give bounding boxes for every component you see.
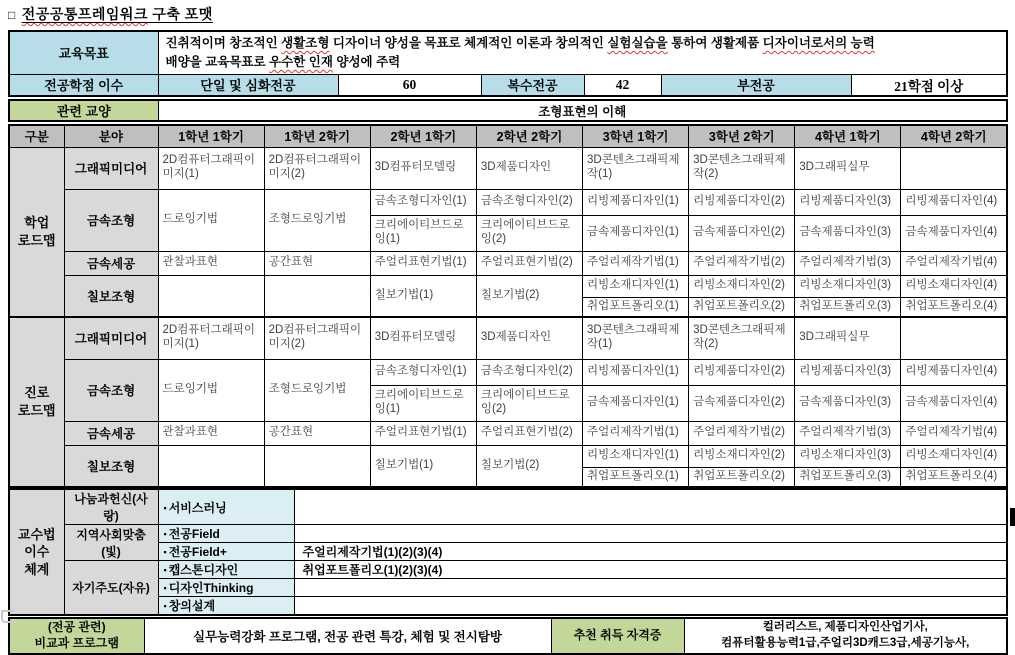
course-cell: 2D컴퓨터그래픽이미지(2) <box>264 317 370 359</box>
course-cell: 리빙제품디자인(2) <box>689 359 795 385</box>
course-cell: 리빙소재디자인(4) <box>901 275 1007 297</box>
course-cell: 크리에이티브드로잉(1) <box>370 385 476 421</box>
method-value: 취업포트폴리오(1)(2)(3)(4) <box>294 561 1007 579</box>
method-major-field: ▪ 전공Field <box>158 525 294 543</box>
liberal-arts-table <box>8 99 1008 122</box>
course-cell: 3D제품디자인 <box>476 147 582 189</box>
table-row <box>9 579 1007 597</box>
table-row <box>9 189 1007 215</box>
category-cloisonne: 칠보조형 <box>64 445 158 487</box>
header-sem-4-1: 4학년 1학기 <box>795 125 901 147</box>
header-sem-3-1: 3학년 1학기 <box>583 125 689 147</box>
course-cell: 금속제품디자인(2) <box>689 385 795 421</box>
course-cell: 금속제품디자인(4) <box>901 215 1007 251</box>
course-cell: 조형드로잉기법 <box>264 359 370 421</box>
course-cell: 칠보기법(1) <box>370 445 476 487</box>
category-graphic-media: 그래픽미디어 <box>64 317 158 359</box>
edu-goal-label: 교육목표 <box>9 31 158 74</box>
course-cell: 리빙제품디자인(4) <box>901 189 1007 215</box>
course-cell <box>264 275 370 317</box>
course-cell: 주얼리표현기법(1) <box>370 251 476 275</box>
course-cell: 주얼리제작기법(2) <box>689 251 795 275</box>
course-cell: 2D컴퓨터그래픽이미지(1) <box>158 147 264 189</box>
course-cell: 리빙소재디자인(3) <box>795 445 901 467</box>
square-bullet-icon: ▪ <box>163 502 167 513</box>
course-cell: 3D콘텐츠그래픽제작(1) <box>583 147 689 189</box>
course-cell: 취업포트폴리오(1) <box>583 297 689 317</box>
double-major-label: 복수전공 <box>481 74 584 96</box>
credits-label: 전공학점 이수 <box>9 74 158 96</box>
section-label-academic: 학업 로드맵 <box>9 147 64 317</box>
course-cell <box>158 445 264 487</box>
table-row <box>9 147 1007 189</box>
group-community-fit: 지역사회맞춤(빛) <box>64 525 158 561</box>
extracurricular-programs: 실무능력강화 프로그램, 전공 관련 특강, 체험 및 전시탐방 <box>144 618 551 654</box>
square-bullet-icon: □ <box>8 8 16 22</box>
table-row <box>9 100 1007 121</box>
single-major-label: 단일 및 심화전공 <box>158 74 338 96</box>
table-row <box>9 525 1007 543</box>
course-cell: 리빙제품디자인(1) <box>583 189 689 215</box>
recommended-certs-label: 추천 취득 자격증 <box>551 618 684 654</box>
course-cell: 취업포트폴리오(1) <box>583 467 689 487</box>
table-row <box>9 31 1007 74</box>
course-cell: 드로잉기법 <box>158 359 264 421</box>
square-bullet-icon: ▪ <box>163 583 167 593</box>
table-row <box>9 618 1007 654</box>
category-cloisonne: 칠보조형 <box>64 275 158 317</box>
category-metal-forming: 금속조형 <box>64 189 158 251</box>
header-sem-1-2: 1학년 2학기 <box>264 125 370 147</box>
square-bullet-icon: ▪ <box>163 529 167 539</box>
method-service-learning: ▪ 서비스러닝 <box>158 489 294 525</box>
course-cell: 리빙소재디자인(4) <box>901 445 1007 467</box>
course-cell: 주얼리제작기법(3) <box>795 421 901 445</box>
edge-mark <box>1010 508 1015 526</box>
document-page <box>8 3 1008 655</box>
teaching-method-label: 교수법 이수 체계 <box>9 489 64 615</box>
course-cell: 주얼리제작기법(3) <box>795 251 901 275</box>
square-bullet-icon: ▪ <box>163 601 167 611</box>
course-cell: 주얼리제작기법(1) <box>583 421 689 445</box>
course-cell: 취업포트폴리오(3) <box>795 297 901 317</box>
course-cell: 관찰과표현 <box>158 251 264 275</box>
course-cell: 3D콘텐츠그래픽제작(2) <box>689 317 795 359</box>
course-cell: 취업포트폴리오(4) <box>901 467 1007 487</box>
course-cell: 금속조형디자인(1) <box>370 359 476 385</box>
course-cell: 칠보기법(1) <box>370 275 476 317</box>
course-cell: 주얼리제작기법(2) <box>689 421 795 445</box>
header-field: 분야 <box>64 125 158 147</box>
course-cell: 공간표현 <box>264 251 370 275</box>
square-bullet-icon: ▪ <box>163 565 167 575</box>
course-cell: 주얼리제작기법(4) <box>901 251 1007 275</box>
minor-credits: 21학점 이상 <box>851 74 1007 96</box>
course-cell: 3D콘텐츠그래픽제작(1) <box>583 317 689 359</box>
double-major-credits: 42 <box>584 74 661 96</box>
table-row <box>9 359 1007 385</box>
extracurricular-label: (전공 관련) 비교과 프로그램 <box>9 618 144 654</box>
group-self-directed: 자기주도(자유) <box>64 561 158 616</box>
course-cell: 크리에이티브드로잉(2) <box>476 385 582 421</box>
course-cell: 취업포트폴리오(2) <box>689 467 795 487</box>
header-sem-3-2: 3학년 2학기 <box>689 125 795 147</box>
section-label-career: 진로 로드맵 <box>9 317 64 487</box>
course-cell: 리빙소재디자인(2) <box>689 445 795 467</box>
table-row <box>9 597 1007 616</box>
course-cell <box>901 317 1007 359</box>
method-value <box>294 597 1007 616</box>
course-cell: 2D컴퓨터그래픽이미지(2) <box>264 147 370 189</box>
course-cell: 3D콘텐츠그래픽제작(2) <box>689 147 795 189</box>
corner-fragment <box>1 610 14 623</box>
course-cell: 금속제품디자인(4) <box>901 385 1007 421</box>
table-row <box>9 275 1007 297</box>
course-cell: 2D컴퓨터그래픽이미지(1) <box>158 317 264 359</box>
method-design-thinking: ▪ 디자인Thinking <box>158 579 294 597</box>
method-capstone-design: ▪ 캡스톤디자인 <box>158 561 294 579</box>
table-row <box>9 421 1007 445</box>
course-cell: 리빙제품디자인(3) <box>795 359 901 385</box>
course-cell: 3D컴퓨터모델링 <box>370 147 476 189</box>
course-cell: 크리에이티브드로잉(2) <box>476 215 582 251</box>
table-row <box>9 251 1007 275</box>
course-cell: 금속조형디자인(2) <box>476 359 582 385</box>
group-sharing-devotion: 나눔과헌신(사랑) <box>64 489 158 525</box>
course-cell: 주얼리표현기법(2) <box>476 421 582 445</box>
goal-credits-table <box>8 30 1008 97</box>
course-cell <box>901 147 1007 189</box>
header-gubun: 구분 <box>9 125 64 147</box>
course-cell <box>158 275 264 317</box>
course-cell: 금속제품디자인(3) <box>795 215 901 251</box>
method-value: 주얼리제작기법(1)(2)(3)(4) <box>294 543 1007 561</box>
square-bullet-icon: ▪ <box>163 547 167 557</box>
course-cell: 금속조형디자인(1) <box>370 189 476 215</box>
category-metal-craft: 금속세공 <box>64 421 158 445</box>
course-cell: 금속제품디자인(3) <box>795 385 901 421</box>
course-cell: 금속조형디자인(2) <box>476 189 582 215</box>
page-title <box>8 4 1008 24</box>
method-value <box>294 579 1007 597</box>
header-sem-2-1: 2학년 1학기 <box>370 125 476 147</box>
course-cell: 칠보기법(2) <box>476 445 582 487</box>
table-row <box>9 561 1007 579</box>
course-cell: 주얼리표현기법(1) <box>370 421 476 445</box>
method-value <box>294 489 1007 525</box>
course-cell: 리빙소재디자인(1) <box>583 445 689 467</box>
table-row <box>9 543 1007 561</box>
course-cell: 주얼리제작기법(1) <box>583 251 689 275</box>
table-row <box>9 489 1007 525</box>
category-metal-forming: 금속조형 <box>64 359 158 421</box>
header-sem-4-2: 4학년 2학기 <box>901 125 1007 147</box>
table-row <box>9 317 1007 359</box>
table-row <box>9 74 1007 96</box>
course-cell: 리빙소재디자인(1) <box>583 275 689 297</box>
title-text: 구축 포맷 <box>147 6 213 22</box>
category-metal-craft: 금속세공 <box>64 251 158 275</box>
course-cell: 주얼리제작기법(4) <box>901 421 1007 445</box>
course-cell: 3D그래픽실무 <box>795 317 901 359</box>
course-cell: 3D그래픽실무 <box>795 147 901 189</box>
course-cell: 드로잉기법 <box>158 189 264 251</box>
header-sem-2-2: 2학년 2학기 <box>476 125 582 147</box>
course-cell: 리빙제품디자인(4) <box>901 359 1007 385</box>
course-cell: 리빙제품디자인(1) <box>583 359 689 385</box>
liberal-arts-label: 관련 교양 <box>9 100 158 121</box>
course-cell: 취업포트폴리오(4) <box>901 297 1007 317</box>
course-cell: 관찰과표현 <box>158 421 264 445</box>
course-cell: 칠보기법(2) <box>476 275 582 317</box>
course-cell: 리빙제품디자인(2) <box>689 189 795 215</box>
course-cell: 취업포트폴리오(3) <box>795 467 901 487</box>
course-cell <box>264 445 370 487</box>
category-graphic-media: 그래픽미디어 <box>64 147 158 189</box>
title-text: 전공공통프레임워크 <box>21 6 148 22</box>
course-cell: 금속제품디자인(2) <box>689 215 795 251</box>
course-cell: 금속제품디자인(1) <box>583 385 689 421</box>
liberal-arts-value: 조형표현의 이해 <box>158 100 1007 121</box>
table-row <box>9 445 1007 467</box>
minor-label: 부전공 <box>661 74 851 96</box>
course-cell: 리빙소재디자인(3) <box>795 275 901 297</box>
course-cell: 금속제품디자인(1) <box>583 215 689 251</box>
single-major-credits: 60 <box>338 74 481 96</box>
course-cell: 3D제품디자인 <box>476 317 582 359</box>
roadmap-header-row <box>9 125 1007 147</box>
course-cell: 취업포트폴리오(2) <box>689 297 795 317</box>
method-creative-design: ▪ 창의설계 <box>158 597 294 616</box>
edu-goal-text: 진취적이며 창조적인 생활조형 디자이너 양성을 목표로 체계적인 이론과 창의적인 실험실습을 통하여 생활제품 디자이너로서의 능력 배양을 교육목표로 우수한 인재 양성에 주력 <box>158 31 1007 74</box>
course-cell: 3D컴퓨터모델링 <box>370 317 476 359</box>
recommended-certs-list: 컬러리스트, 제품디자인산업기사, 컴퓨터활용능력1급,주얼리3D캐드3급,세공기능사, <box>684 618 1007 654</box>
teaching-method-table <box>8 488 1008 616</box>
course-cell: 리빙제품디자인(3) <box>795 189 901 215</box>
course-cell: 조형드로잉기법 <box>264 189 370 251</box>
course-cell: 크리에이티브드로잉(1) <box>370 215 476 251</box>
course-cell: 공간표현 <box>264 421 370 445</box>
course-cell: 리빙소재디자인(2) <box>689 275 795 297</box>
method-major-field-plus: ▪ 전공Field+ <box>158 543 294 561</box>
header-sem-1-1: 1학년 1학기 <box>158 125 264 147</box>
course-cell: 주얼리표현기법(2) <box>476 251 582 275</box>
roadmap-table <box>8 124 1008 488</box>
method-value <box>294 525 1007 543</box>
